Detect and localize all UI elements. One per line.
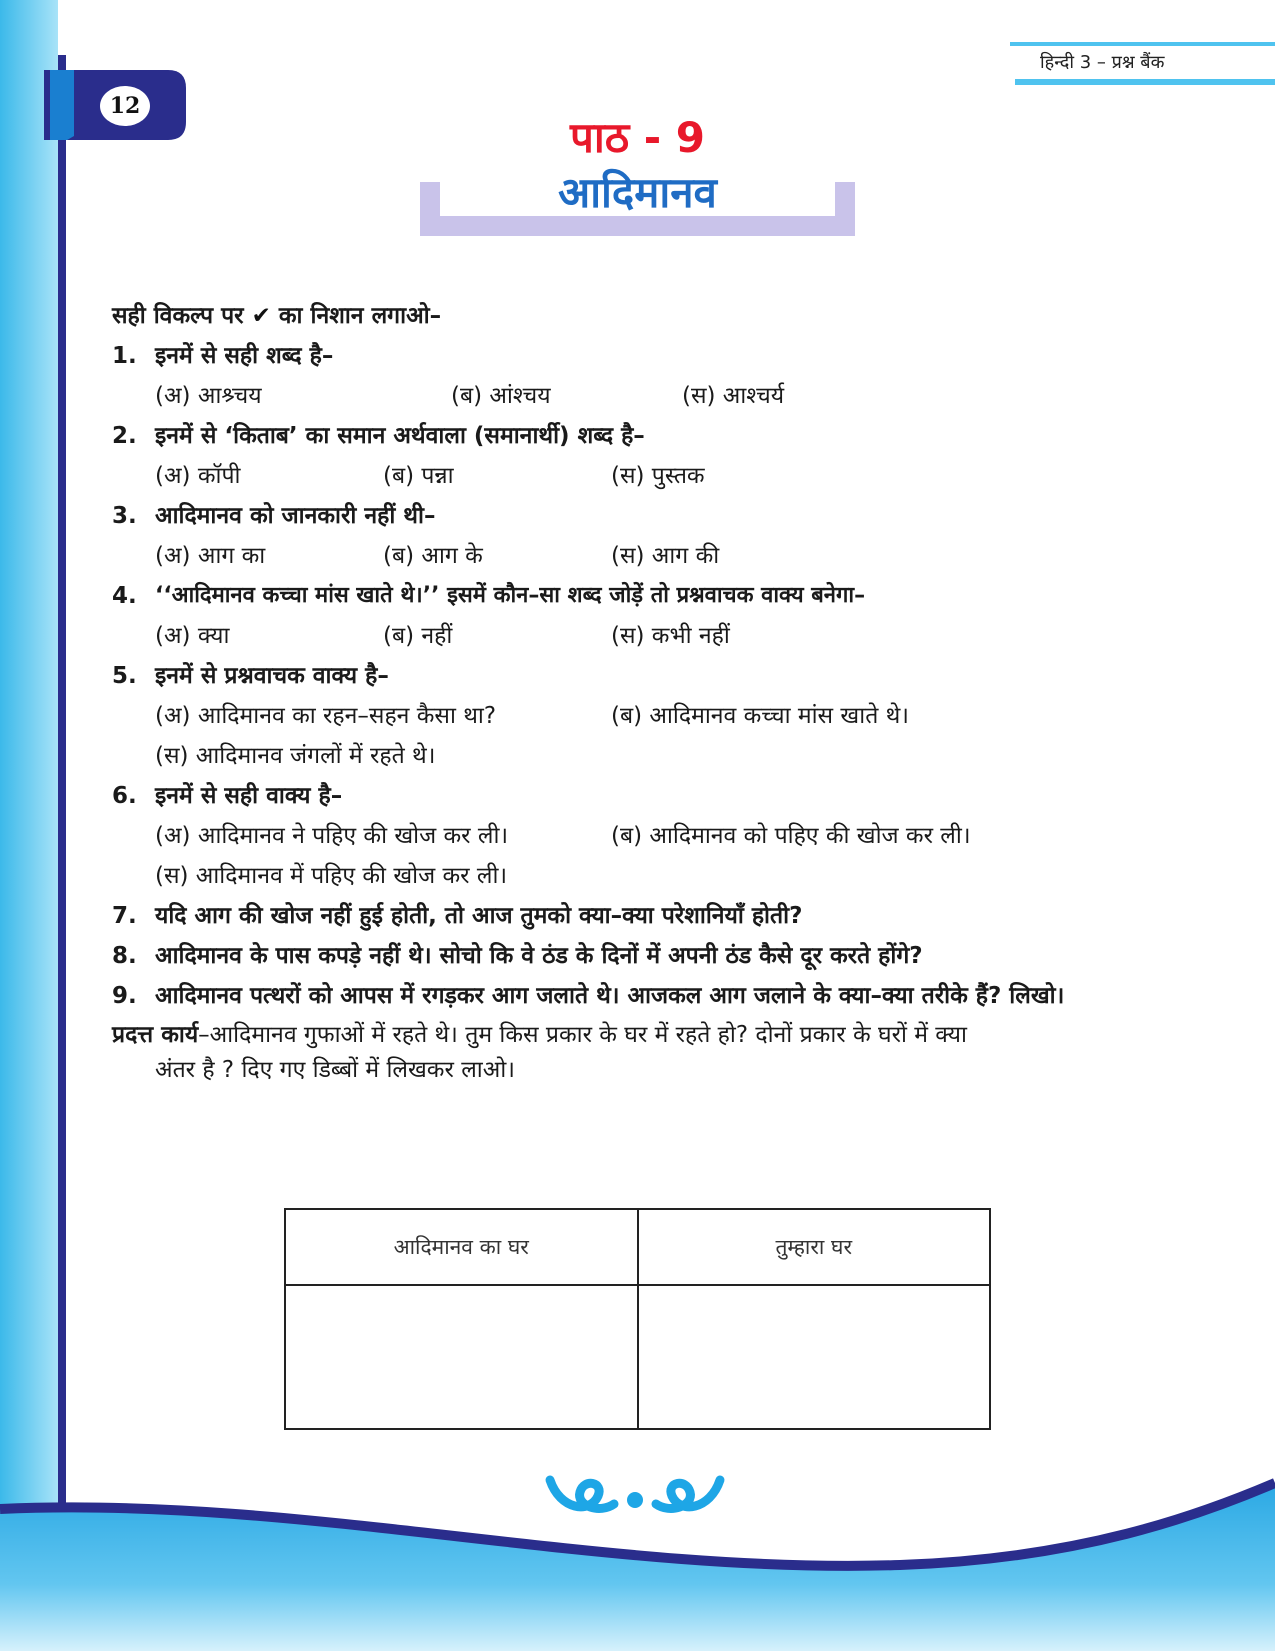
option-c[interactable]: (स) कभी नहीं [611,623,730,649]
header-rule-top [1010,42,1275,46]
question-text: इनमें से सही शब्द है– [155,343,334,369]
option-b[interactable]: (ब) पन्ना [383,463,454,489]
option-a[interactable]: (अ) आश्र्चय [155,383,262,409]
question-text: यदि आग की खोज नहीं हुई होती, तो आज तुमको क्या–क्या परेशानियाँ होती? [155,903,803,929]
option-a[interactable]: (अ) आदिमानव ने पहिए की खोज कर ली। [155,823,509,849]
lesson-number: पाठ - 9 [569,113,706,162]
instruction-after: का निशान लगाओ– [278,303,442,329]
question-section [112,296,1172,1088]
option-b[interactable]: (ब) आदिमानव कच्चा मांस खाते थे। [611,703,910,729]
options-1 [155,376,1172,416]
question-5 [112,656,1172,696]
options-2 [155,456,1172,496]
left-decorative-band [0,0,66,1651]
task-text-second: अंतर है ? दिए गए डिब्बों में लिखकर लाओ। [155,1057,515,1083]
option-c[interactable]: (स) आग की [611,543,720,569]
question-number: 7. [112,903,137,929]
question-4 [112,576,1172,616]
option-c[interactable]: (स) आदिमानव में पहिए की खोज कर ली। [155,863,508,889]
option-a[interactable]: (अ) कॉपी [155,463,241,489]
options-3 [155,536,1172,576]
option-b[interactable]: (ब) आंश्चय [451,383,551,409]
lesson-title: आदिमानव [558,168,717,217]
question-number: 9. [112,983,137,1009]
question-number: 8. [112,943,137,969]
question-number: 2. [112,423,137,449]
assignment-task [112,1018,1172,1088]
question-text: ‘‘आदिमानव कच्चा मांस खाते थे।’’ इसमें कौन–सा शब्द जोड़ें तो प्रश्नवाचक वाक्य बनेगा– [155,583,866,608]
question-8 [112,936,1172,976]
question-number: 6. [112,783,137,809]
option-c[interactable]: (स) पुस्तक [611,463,705,489]
col-header-your-house: तुम्हारा घर [638,1209,991,1285]
question-2 [112,416,1172,456]
question-text: आदिमानव को जानकारी नहीं थी– [155,503,436,529]
option-b[interactable]: (ब) नहीं [383,623,453,649]
option-b[interactable]: (ब) आग के [383,543,483,569]
question-text: इनमें से प्रश्नवाचक वाक्य है– [155,663,389,689]
option-a[interactable]: (अ) आग का [155,543,266,569]
option-c[interactable]: (स) आदिमानव जंगलों में रहते थे। [155,743,436,769]
task-text-first: –आदिमानव गुफाओं में रहते थे। तुम किस प्रकार के घर में रहते हो? दोनों प्रकार के घरों में क्या [198,1022,967,1048]
task-label: प्रदत्त कार्य [112,1022,199,1048]
header-rule-bottom [1015,79,1275,85]
options-5 [155,696,1172,736]
check-mark-icon: ✔ [251,303,271,329]
option-a[interactable]: (अ) क्या [155,623,230,649]
house-comparison-table [284,1208,991,1430]
question-7 [112,896,1172,936]
col-header-early-man-house: आदिमानव का घर [285,1209,638,1285]
book-header: हिन्दी 3 – प्रश्न बैंक [1040,52,1165,73]
question-text: आदिमानव के पास कपड़े नहीं थे। सोचो कि वे ठंड के दिनों में अपनी ठंड कैसे दूर करते होंगे? [155,943,923,969]
options-4 [155,616,1172,656]
question-text: आदिमानव पत्थरों को आपस में रगड़कर आग जलाते थे। आजकल आग जलाने के क्या–क्या तरीके हैं? लिखो। [155,983,1065,1009]
options-6 [155,816,1172,856]
question-3 [112,496,1172,536]
question-1 [112,336,1172,376]
answer-cell-your-house[interactable] [638,1285,991,1429]
ornament-divider-icon [540,1470,730,1522]
option-b[interactable]: (ब) आदिमानव को पहिए की खोज कर ली। [611,823,971,849]
option-a[interactable]: (अ) आदिमानव का रहन–सहन कैसा था? [155,703,497,729]
question-text: इनमें से सही वाक्य है– [155,783,343,809]
question-6 [112,776,1172,816]
page-number: 12 [100,86,150,126]
question-number: 1. [112,343,137,369]
answer-cell-early-man-house[interactable] [285,1285,638,1429]
question-number: 5. [112,663,137,689]
question-text: इनमें से ‘किताब’ का समान अर्थवाला (समानार्थी) शब्द है– [155,423,645,449]
question-number: 4. [112,583,137,609]
question-number: 3. [112,503,137,529]
question-9 [112,976,1172,1016]
option-c[interactable]: (स) आश्चर्य [682,383,785,409]
instruction-before: सही विकल्प पर [112,303,244,329]
instruction [112,296,1172,336]
